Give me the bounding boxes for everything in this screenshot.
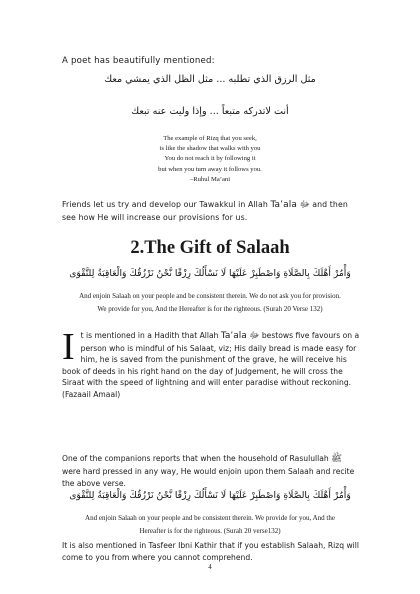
taala-word: Ta’ala — [220, 331, 247, 341]
quran-verse-arabic: وَأْمُرْ أَهْلَكَ بِالصَّلَاةِ وَاصْطَبِرْ عَلَيْهَا لَا نَسْأَلُكَ رِزْقًا نَّحْنُ نَرْزُقُكَ وَالْعَاقِبَةُ لِلتَّقْوَى — [69, 268, 351, 279]
quran-verse-arabic-repeat: وَأْمُرْ أَهْلَكَ بِالصَّلَاةِ وَاصْطَبِرْ عَلَيْهَا لَا نَسْأَلُكَ رِزْقًا نَّحْنُ نَرْزُقُكَ وَالْعَاقِبَةُ لِلتَّقْوَى — [69, 490, 351, 501]
intro-text: A poet has beautifully mentioned: — [62, 56, 215, 66]
hadith-text-end: bestows five favours on a person who is mindful of his Salaat, viz; His daily bread is made easy for him, he is saved from the punishment of the grave, he will receive his book of deeds in his right hand on the day of Judgement, he will cross the Siraat with the speed of lightning and will enter paradise without reckoning. (Fazaail Amaal) — [62, 331, 360, 399]
section-heading: 2.The Gift of Salaah — [130, 238, 290, 258]
honorific-glyph: ﷻ — [299, 200, 310, 210]
salutation-glyph: ﷺ — [331, 454, 342, 464]
verse-reference-2: (Surah 20 verse132) — [223, 527, 281, 535]
companion-text-start: One of the companions reports that when the household of Rasulullah — [62, 454, 332, 463]
friends-text-end: and then see how He will increase our provisions for us. — [62, 200, 348, 222]
companion-paragraph — [62, 453, 362, 489]
verse-translation-2-line-1: And enjoin Salaah on your people and be consistent therein. We provide for you, And the — [85, 514, 335, 522]
poem-source: –Ruhul Ma’ani — [189, 175, 231, 183]
friends-text-start: Friends let us try and develop our Tawakkul in Allah — [62, 200, 271, 209]
tafseer-paragraph: It is also mentioned in Tasfeer Ibni Kathir that if you establish Salaah, Rizq will come to you from where you cannot comprehend. — [62, 541, 359, 562]
honorific-glyph: ﷻ — [249, 331, 260, 341]
verse-translation-line-1: And enjoin Salaah on your people and be consistent therein. We do not ask you for provision. — [79, 292, 341, 300]
verse-translation-2 — [50, 512, 370, 538]
verse-translation-1 — [50, 290, 370, 316]
poem-translation — [90, 134, 330, 185]
arabic-poem-line-2: أنت لاتدركه متبعاً ... وإذا وليت عنه تبعك — [131, 106, 289, 117]
arabic-poem-line-1: مثل الرزق الذي تطلبه ... مثل الظل الذي يمشي معك — [104, 74, 316, 85]
tawakkul-paragraph — [62, 199, 362, 224]
poem-line-1: The example of Rizq that you seek, — [163, 135, 257, 142]
poem-line-4: but when you turn away it follows you. — [158, 165, 262, 173]
poem-line-3: You do not reach it by following it — [164, 155, 256, 163]
verse-translation-line-2: We provide for you, And the Hereafter is for the righteous. — [97, 305, 262, 313]
verse-translation-2-line-2: Hereafter is for the righteous. — [139, 527, 223, 535]
drop-cap: I — [62, 326, 75, 368]
page-number: 4 — [208, 563, 212, 571]
taala-word: Ta’ala — [270, 200, 297, 210]
hadith-text-start: t is mentioned in a Hadith that Allah — [80, 331, 221, 340]
verse-reference: (Surah 20 Verse 132) — [263, 305, 323, 313]
hadith-paragraph — [62, 326, 360, 401]
companion-text-end: were hard pressed in any way, He would enjoin upon them Salaah and recite the above verse. — [62, 466, 355, 488]
poem-line-2: is like the shadow that walks with you — [159, 145, 261, 153]
